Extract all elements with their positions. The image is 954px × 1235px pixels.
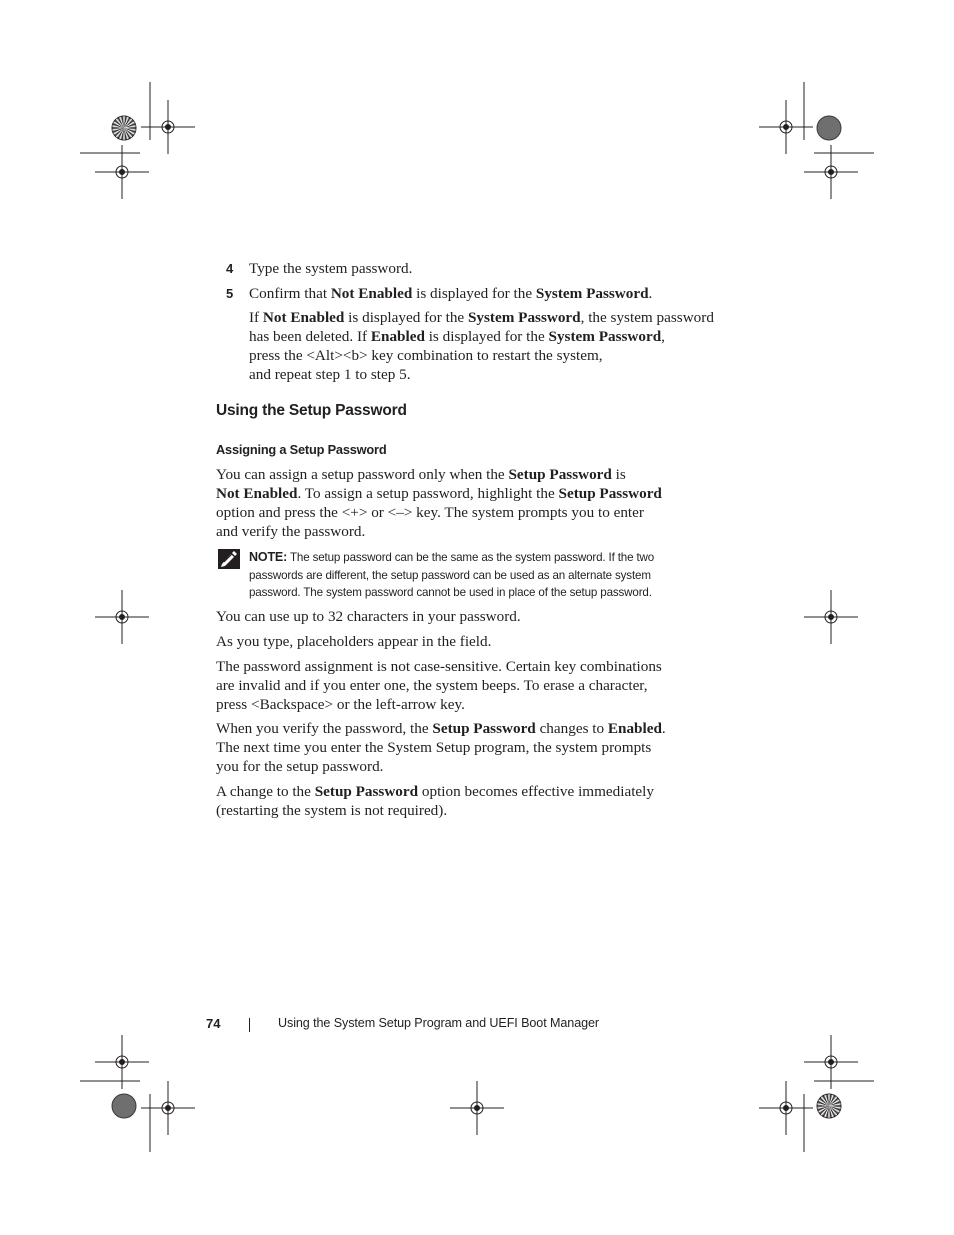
registration-mark-icon [450,1081,504,1135]
change-paragraph: A change to the Setup Password option becomes effective immediately (restarting the system is not required). [216,783,654,819]
registration-mark-icon [759,1081,813,1135]
footer-title: Using the System Setup Program and UEFI Boot Manager [278,1016,599,1030]
note-label: NOTE: [249,550,288,564]
subsection-heading: Assigning a Setup Password [216,442,387,457]
registration-mark-icon [804,590,858,644]
note-pencil-icon [218,549,240,569]
registration-mark-icon [95,590,149,644]
registration-mark-icon [141,100,195,154]
case-paragraph: The password assignment is not case-sensitive. Certain key combinations are invalid and if you enter one, the system beeps. To erase a character, press <Backspace> or the left-arrow key. [216,658,662,713]
starburst-target-icon [817,1094,841,1118]
footer-divider [249,1018,250,1032]
assign-paragraph: You can assign a setup password only when the Setup Password is Not Enabled. To assign a setup password, highlight the Setup Password option and press the <+> or <–> key. The system prompts you to enter and verify the password. [216,466,662,540]
page-number: 74 [206,1016,221,1031]
registration-mark-icon [759,100,813,154]
paragraph: As you type, placeholders appear in the field. [216,633,492,650]
step-text: Confirm that Not Enabled is displayed for the System Password. [249,285,653,302]
paragraph: You can use up to 32 characters in your password. [216,608,521,625]
note-block: NOTE: The setup password can be the same as the system password. If the two passwords are different, the setup password can be used as an alternate system password. The system password cannot be used in place of the setup password. [249,550,655,599]
halftone-circle-icon [112,1094,136,1118]
section-heading: Using the Setup Password [216,402,407,419]
halftone-circle-icon [817,116,841,140]
verify-paragraph: When you verify the password, the Setup Password changes to Enabled. The next time you enter the System Setup program, the system prompts you for the setup password. [216,720,666,775]
registration-mark-icon [141,1081,195,1135]
step-detail-paragraph: If Not Enabled is displayed for the System Password, the system password has been deleted. If Enabled is displayed for the System Password, press the <Alt><b> key combination to restart the system, and repeat step 1 to step 5. [249,309,714,383]
step-number: 4 [226,261,234,276]
starburst-target-icon [112,116,136,140]
step-text: Type the system password. [249,260,413,277]
step-number: 5 [226,286,234,301]
